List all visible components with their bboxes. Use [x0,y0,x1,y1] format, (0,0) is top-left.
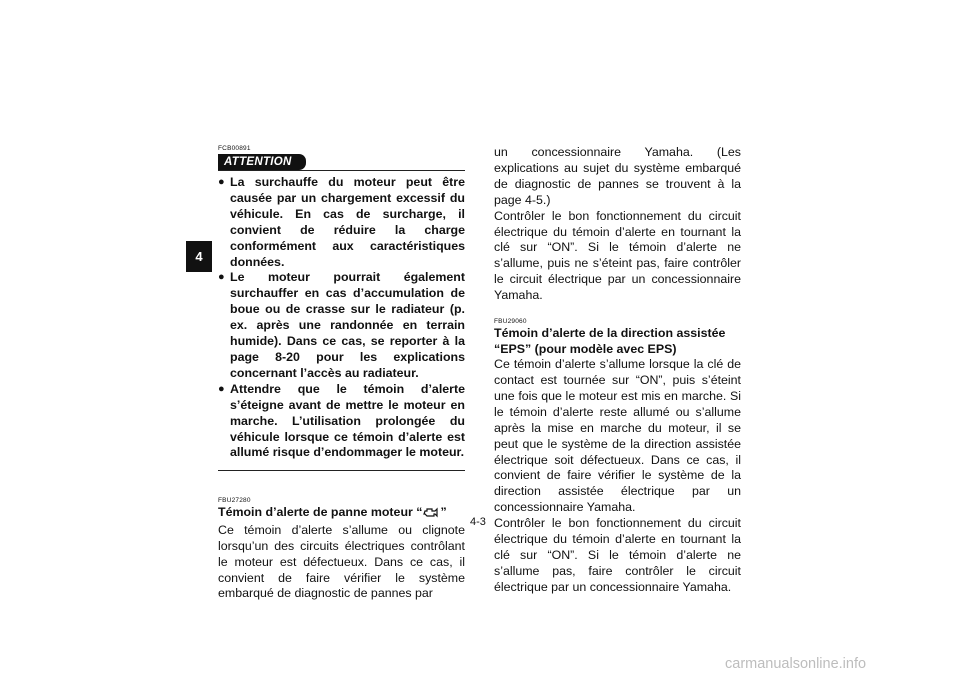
right-column [494,145,741,596]
engine-icon [422,506,440,523]
watermark: carmanualsonline.info [725,656,867,672]
bullet-icon: ● [218,382,225,395]
bullet-icon: ● [218,271,225,284]
attention-label: ATTENTION [218,154,306,170]
attention-item: ● Attendre que le témoin d’alerte s’éteigne avant de mettre le moteur en marche. L’utilisation prolongée du véhicule lorsque ce témoin d’alerte est allumé risque d’endommager le moteur. [218,381,465,460]
eps-ref-code: FBU29060 [494,318,527,326]
attention-list [218,175,465,461]
engine-warning-heading: Témoin d’alerte de panne moteur “ ” [218,505,465,523]
engine-ref-code: FBU27280 [218,497,251,505]
page-number: 4-3 [470,516,486,528]
attention-ref-code: FCB00891 [218,145,251,152]
attention-end-rule [218,470,465,471]
bullet-icon: ● [218,176,225,188]
eps-circuit-check-text: Contrôler le bon fonctionnement du circuit électrique du témoin d’alerte en tournant la clé sur “ON”. Si le témoin d’alerte ne s’allume pas, faire contrôler le circuit électrique par un concessionnaire Yamaha. [494,516,741,594]
left-column [218,145,465,602]
engine-warning-text: Ce témoin d’alerte s’allume ou clignote lorsqu’un des circuits électriques contrôlant le moteur est défectueux. Dans ce cas, il convient de faire vérifier le système embarqué de diagnostic de pannes par [218,522,465,601]
engine-warning-continued: un concessionnaire Yamaha. (Les explications au sujet du système embarqué de diagnostic de pannes se trouvent à la page 4-5.) [494,145,741,207]
section-tab: 4 [186,241,212,272]
attention-item: ● La surchauffe du moteur peut être causée par un chargement excessif du véhicule. En cas de surcharge, il convient de réduire la charge conformément aux caractéristiques données. [218,175,465,269]
engine-circuit-check-text: Contrôler le bon fonctionnement du circuit électrique du témoin d’alerte en tournant la clé sur “ON”. Si le témoin d’alerte ne s’allume, puis ne s’éteint pas, faire contrôler le circuit électrique par un concessionnaire Yamaha. [494,208,741,303]
attention-header [218,153,465,171]
eps-warning-text: Ce témoin d’alerte s’allume lorsque la clé de contact est tournée sur “ON”, puis s’éteint une fois que le moteur est mis en marche. Si le témoin d’alerte reste allumé ou s’allume après la mise en marche du moteur, il se peut que le système de la direction assistée électrique soit défectueux. Dans ce cas, il convient de faire vérifier le système de la direction assistée électrique par un concessionnaire Yamaha. [494,357,741,515]
eps-warning-heading: Témoin d’alerte de la direction assistée “EPS” (pour modèle avec EPS) [494,326,726,356]
attention-item: ● Le moteur pourrait également surchauffer en cas d’accumulation de boue ou de crasse sur le radiateur (p. ex. après une randonnée en terrain humide). Dans ce cas, se reporter à la page 8-20 pour les explications concernant l’accès au radiateur. [218,270,465,380]
